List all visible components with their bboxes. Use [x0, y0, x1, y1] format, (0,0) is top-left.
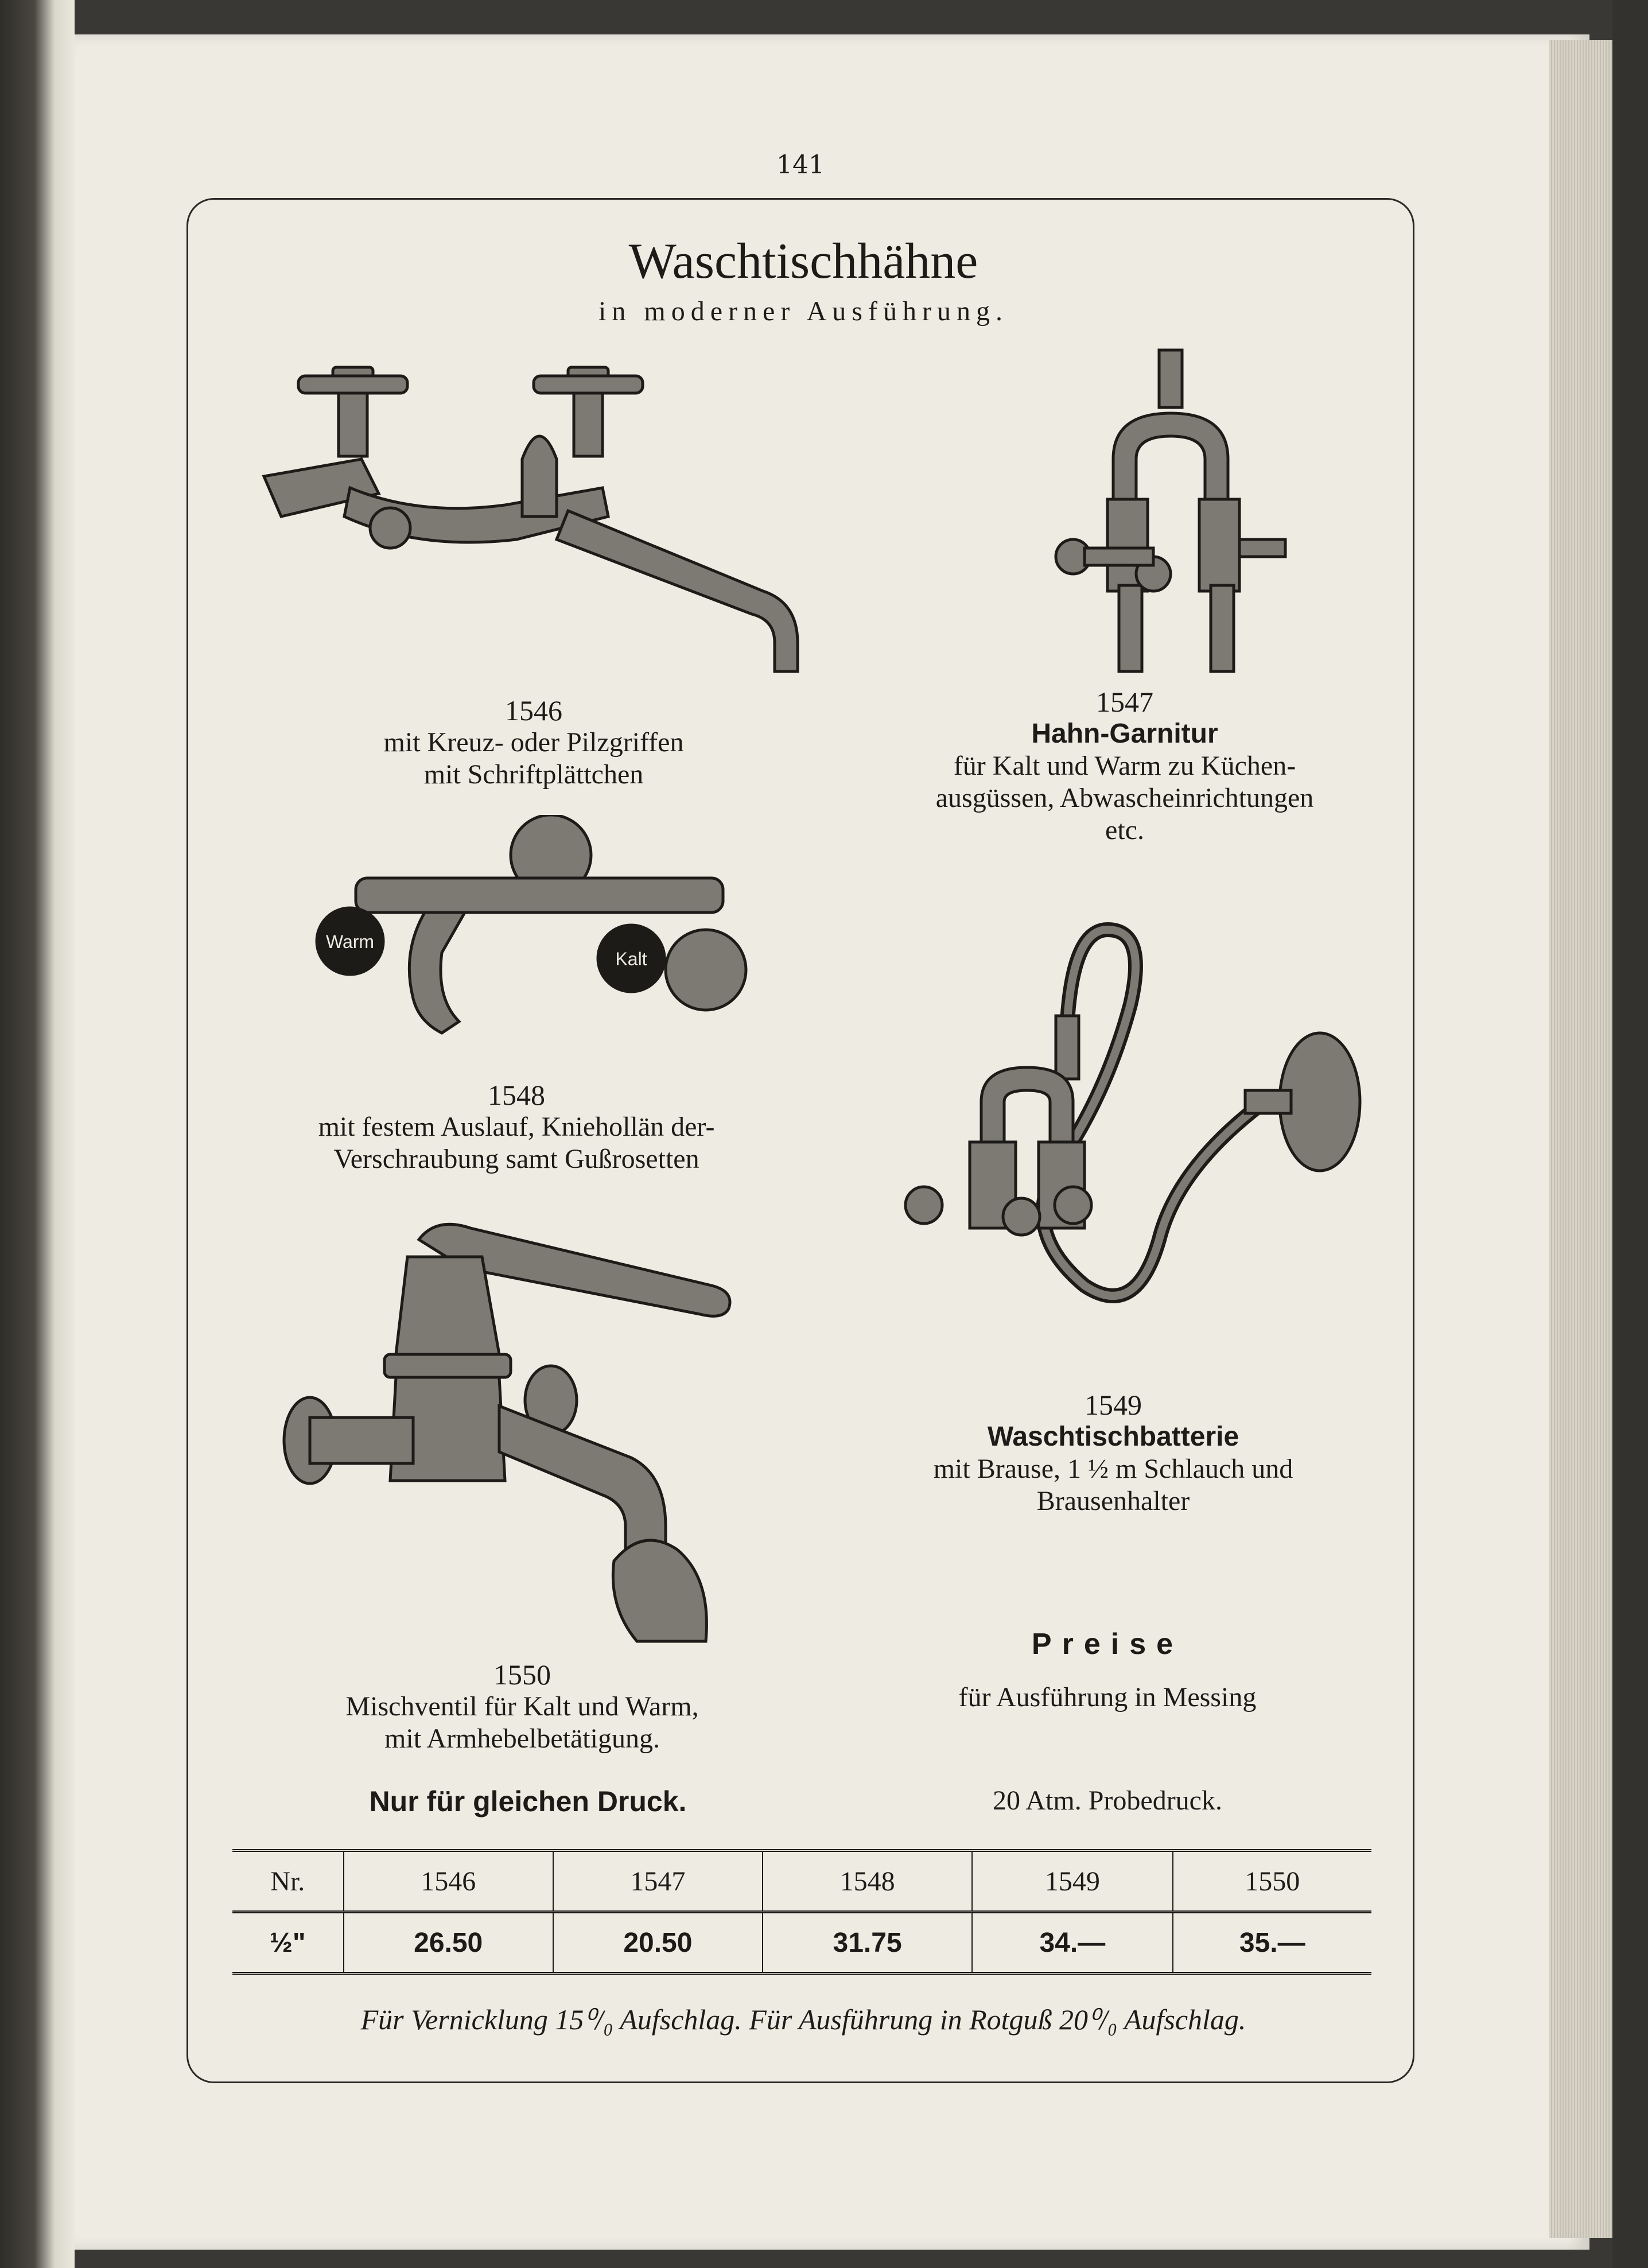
page-number: 141	[776, 150, 825, 180]
prices-heading: Preise	[1031, 1628, 1184, 1661]
item-number-1547: 1547	[1096, 686, 1153, 718]
item-number-1550: 1550	[493, 1659, 551, 1691]
item-number-1546: 1546	[505, 694, 562, 727]
item-number-1549: 1549	[1085, 1389, 1142, 1421]
item-number-1548: 1548	[488, 1079, 545, 1111]
item-name-1547: Hahn-Garnitur	[1031, 719, 1218, 749]
price-table-header-cell: 1549	[972, 1851, 1172, 1912]
caption-1546-line-1: mit Kreuz- oder Pilzgriffen	[383, 727, 684, 758]
page-title: Waschtischhähne	[628, 234, 978, 289]
caption-1548	[241, 1079, 792, 1175]
price-table-header-row	[232, 1851, 1371, 1912]
caption-1549	[849, 1389, 1377, 1517]
page-subtitle: in moderner Ausführung.	[598, 296, 1008, 327]
faucet-1549-illustration	[889, 918, 1383, 1354]
price-table-cell: 31.75	[763, 1912, 972, 1974]
price-table-cell: 20.50	[553, 1912, 763, 1974]
price-table-cell: 26.50	[344, 1912, 553, 1974]
price-table-header-cell: 1550	[1173, 1851, 1371, 1912]
handle-label-kalt: Kalt	[615, 949, 647, 969]
price-table-header-cell: 1548	[763, 1851, 972, 1912]
caption-1546	[310, 694, 757, 791]
caption-1548-line-1: mit festem Auslauf, Kniehollän der-	[318, 1112, 715, 1142]
caption-1549-line-2: Brausenhalter	[1036, 1486, 1190, 1516]
price-table-size-cell: ½"	[269, 1927, 306, 1958]
faucet-1547-illustration	[1021, 344, 1308, 677]
handle-label-warm: Warm	[325, 931, 375, 952]
item-name-1549: Waschtischbatterie	[987, 1422, 1239, 1452]
caption-1547-line-3: etc.	[1105, 815, 1144, 845]
prices-subheading: für Ausführung in Messing	[958, 1682, 1257, 1712]
caption-1550-line-2: mit Armhebelbetätigung.	[384, 1723, 660, 1754]
book-left-page-edge	[0, 0, 75, 2268]
caption-1547	[861, 686, 1389, 846]
price-table-row	[232, 1912, 1371, 1974]
pressure-note: Nur für gleichen Druck.	[369, 1785, 687, 1817]
faucet-1548-illustration	[310, 815, 769, 1067]
surcharge-footnote: Für Vernicklung 15⁰/₀ Aufschlag. Für Ausführung in Rotguß 20⁰/₀ Aufschlag.	[360, 2003, 1246, 2036]
faucet-1550-illustration	[230, 1205, 780, 1653]
test-pressure: 20 Atm. Probedruck.	[993, 1785, 1222, 1816]
caption-1548-line-2: Verschraubung samt Gußrosetten	[333, 1144, 699, 1174]
faucet-1546-illustration	[247, 344, 832, 689]
price-table	[232, 1849, 1371, 1975]
caption-1546-line-2: mit Schriftplättchen	[423, 759, 644, 790]
price-table-header-cell: 1547	[553, 1851, 763, 1912]
caption-1549-line-1: mit Brause, 1 ½ m Schlauch und	[933, 1454, 1293, 1484]
price-table-header-cell: Nr.	[232, 1851, 344, 1912]
price-table-cell: 34.—	[972, 1912, 1172, 1974]
caption-1547-line-2: ausgüssen, Abwascheinrichtungen	[935, 783, 1314, 813]
caption-1550	[252, 1659, 792, 1755]
page-stack-edge	[1549, 40, 1612, 2238]
price-table-header-cell: 1546	[344, 1851, 553, 1912]
book-binding	[1612, 0, 1648, 2268]
caption-1550-line-1: Mischventil für Kalt und Warm,	[345, 1691, 699, 1722]
caption-1547-line-1: für Kalt und Warm zu Küchen-	[953, 751, 1296, 781]
price-table-cell: 35.—	[1173, 1912, 1371, 1974]
